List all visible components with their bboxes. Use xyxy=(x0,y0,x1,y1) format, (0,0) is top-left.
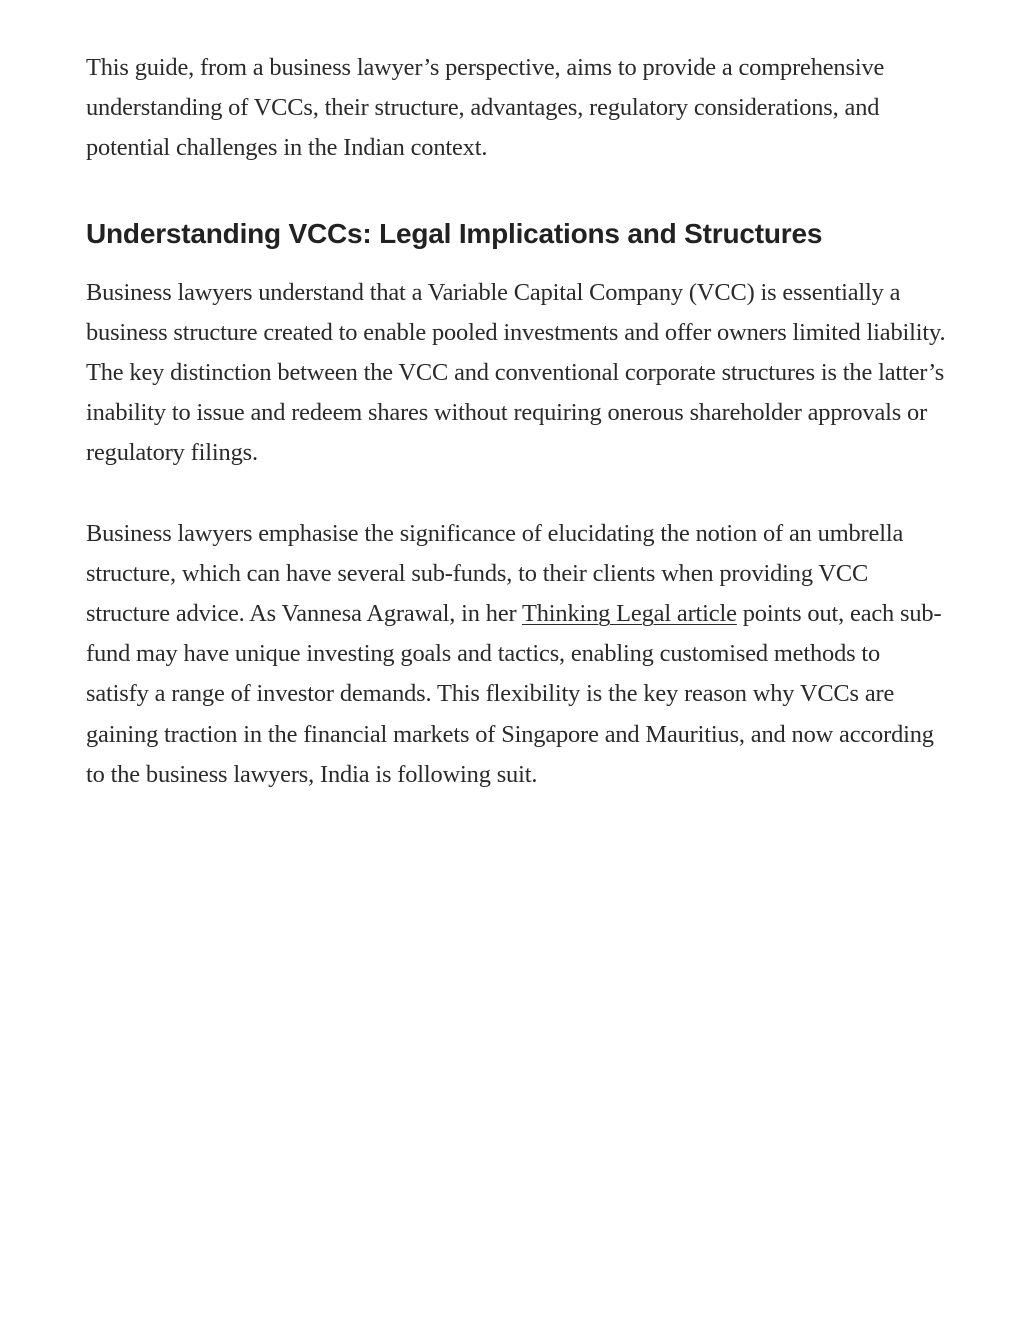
paragraph-2-text-after-link: points out, each sub-fund may have unique investing goals and tactics, enabling customised methods to satisfy a range of investor demands. This flexibility is the key reason why VCCs are gaining traction in the financial markets of Singapore and Mauritius, and now according to the business lawyers, India is following suit. xyxy=(86,600,942,788)
thinking-legal-article-link[interactable]: Thinking Legal article xyxy=(522,600,737,628)
intro-paragraph: This guide, from a business lawyer’s perspective, aims to provide a comprehensive understanding of VCCs, their structure, advantages, regulatory considerations, and potential challenges in the Indian context. xyxy=(86,54,885,162)
paragraph-2-text-before-link: Business lawyers emphasise the significance of elucidating the notion of an umbrella structure, which can have several sub-funds, to their clients when providing VCC structure advice. As Vannesa Agrawal, in her xyxy=(86,519,904,628)
body-paragraph-1: Business lawyers understand that a Variable Capital Company (VCC) is essentially a business structure created to enable pooled investments and offer owners limited liability. The key distinction between the VCC and conventional corporate structures is the latter’s inability to issue and redeem shares without requiring onerous shareholder approvals or regulatory filings. xyxy=(86,278,946,467)
article-body xyxy=(86,48,946,795)
section-heading: Understanding VCCs: Legal Implications and Structures xyxy=(86,217,823,249)
body-paragraph-2 xyxy=(86,514,946,795)
